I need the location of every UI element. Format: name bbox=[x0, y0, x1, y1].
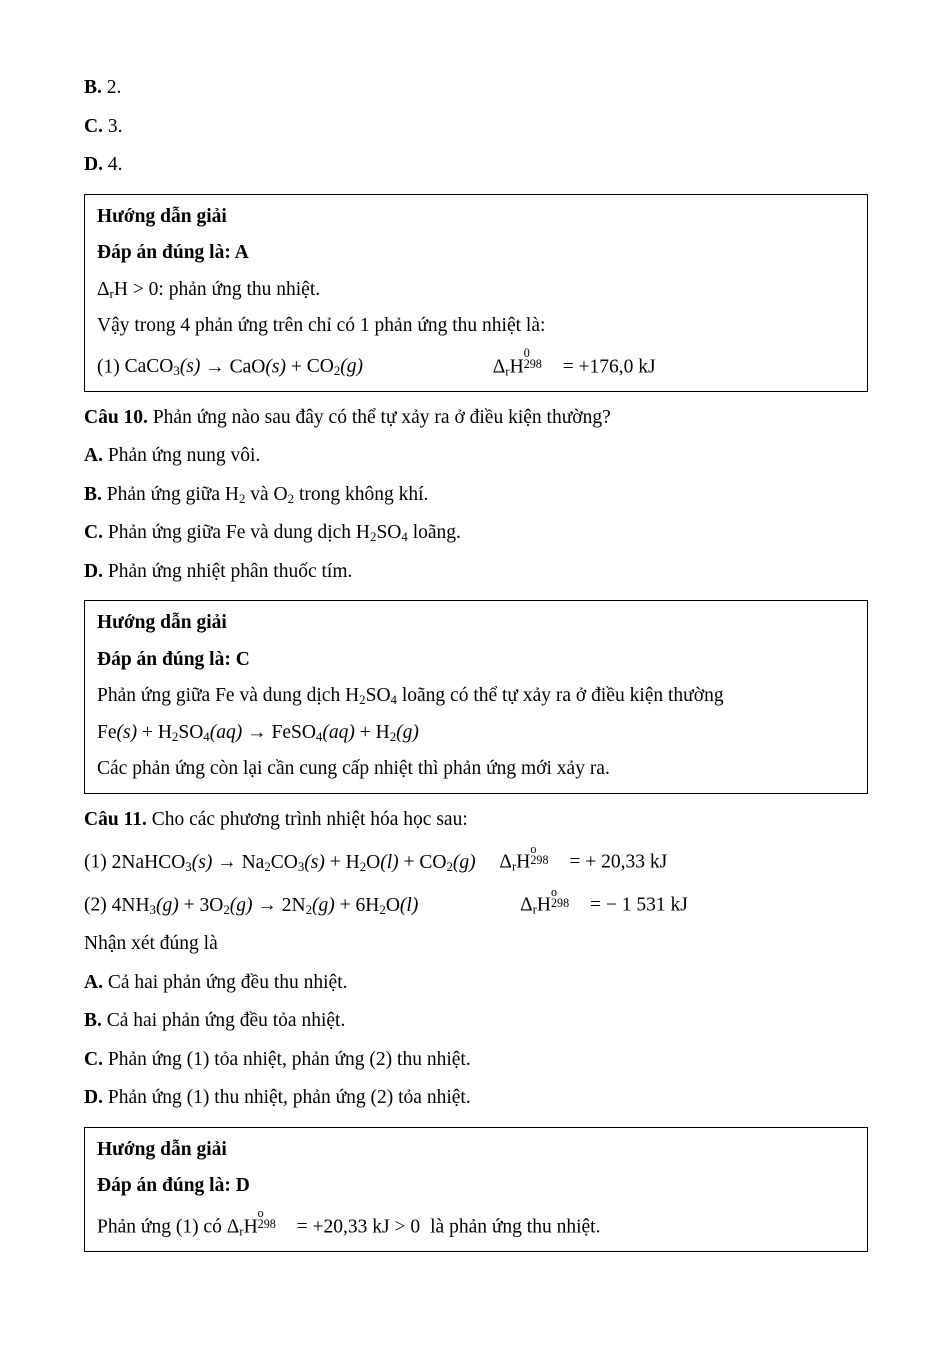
question-11-option-c-label: C. bbox=[84, 1048, 103, 1070]
spacer bbox=[84, 794, 868, 810]
spacer bbox=[84, 392, 868, 408]
question-10-option-a-text: Phản ứng nung vôi. bbox=[107, 445, 261, 466]
question-11-option-a-text: Cả hai phản ứng đều thu nhiệt. bbox=[107, 971, 348, 993]
solution-2-answer: Đáp án đúng là: C bbox=[97, 648, 250, 670]
question-11-option-d bbox=[84, 1088, 868, 1127]
eq1-arrow-icon: → bbox=[205, 356, 225, 377]
q11-eq2-enthalpy-symbol: $\Delta_rH$ o 298 bbox=[520, 884, 570, 917]
q11-eq2-index: (2) bbox=[84, 894, 107, 916]
solution-1-equation bbox=[97, 346, 855, 379]
question-11-option-d-text: Phản ứng (1) thu nhiệt, phản ứng (2) tỏa nhiệt. bbox=[107, 1087, 471, 1108]
question-10-option-d-label: D. bbox=[84, 560, 103, 582]
q11-eq1-reactant: 2NaHCO$_3$(s) bbox=[111, 851, 213, 874]
question-10-option-b-label: B. bbox=[84, 483, 102, 505]
solution-3-value: = +20,33 kJ > 0 bbox=[296, 1216, 421, 1237]
eq1-enthalpy-superscript: 0 bbox=[523, 346, 530, 361]
solution-1-note bbox=[97, 280, 855, 317]
q11-eq2-plus-2: + bbox=[339, 894, 351, 916]
q11-eq2-reactant-1: $4NH_3(g)$ bbox=[111, 894, 179, 917]
q11-eq2-product-2: $6H_2O(l)$ bbox=[355, 894, 419, 917]
eq2-acid: $H_2SO_4(aq)$ bbox=[157, 721, 243, 744]
question-11-option-a-label: A. bbox=[84, 971, 103, 993]
eq1-product-1: CaO(s) bbox=[229, 356, 286, 377]
q11-eq2-enthalpy-value: = − 1 531 kJ bbox=[590, 894, 688, 916]
solution-3-heading: Hướng dẫn giải bbox=[97, 1138, 227, 1160]
question-11-option-b-label: B. bbox=[84, 1010, 102, 1031]
q11-eq1-index: (1) bbox=[84, 851, 107, 873]
solution-box-1 bbox=[84, 194, 868, 392]
option-c-top bbox=[84, 117, 868, 156]
solution-2-line-1: Phản ứng giữa Fe và dung dịch $H_2SO_4$ loãng có thể tự xảy ra ở điều kiện thường bbox=[97, 685, 724, 708]
solution-box-2 bbox=[84, 600, 868, 794]
eq2-hydrogen: $H_2(g)$ bbox=[375, 721, 419, 744]
q11-eq2-product-1: $2N_2(g)$ bbox=[281, 894, 335, 917]
option-c-top-text: 3. bbox=[107, 115, 123, 137]
solution-2-line-3: Các phản ứng còn lại cần cung cấp nhiệt thì phản ứng mới xảy ra. bbox=[97, 758, 610, 779]
question-10-option-c bbox=[84, 523, 868, 562]
question-11-number: Câu 11. bbox=[84, 808, 147, 830]
question-11-prompt bbox=[84, 810, 868, 849]
question-10-option-b-text: Phản ứng giữa $H_2$ và $O_2$ trong không khí. bbox=[106, 483, 429, 506]
question-10-option-d-text: Phản ứng nhiệt phân thuốc tím. bbox=[107, 560, 353, 582]
question-10-option-d bbox=[84, 562, 868, 601]
q11-eq1-enthalpy-value: = + 20,33 kJ bbox=[569, 851, 668, 873]
q11-eq1-arrow-icon: → bbox=[217, 851, 237, 873]
eq1-reactant: CaCO$_3$(s) bbox=[124, 356, 201, 379]
solution-3-explanation: Phản ứng (1) có $\Delta_rH$ o 298 = +20,33 kJ > 0 là phản ứng thu nhiệt. bbox=[97, 1206, 601, 1239]
question-11-option-b-text: Cả hai phản ứng đều tỏa nhiệt. bbox=[106, 1010, 346, 1031]
question-10-number: Câu 10. bbox=[84, 406, 148, 428]
question-10-option-a bbox=[84, 446, 868, 485]
q11-eq1-product-1: $Na_2CO_3(s)$ bbox=[241, 851, 325, 874]
question-11-option-c-text: Phản ứng (1) tỏa nhiệt, phản ứng (2) thu nhiệt. bbox=[107, 1048, 471, 1070]
option-b-top-text: 2. bbox=[106, 77, 122, 98]
question-11-equation-1 bbox=[84, 841, 868, 891]
q11-eq2-plus-1: + bbox=[183, 894, 195, 916]
option-d-top-text: 4. bbox=[107, 154, 123, 175]
eq2-salt: FeSO$_4$(aq) bbox=[271, 721, 355, 744]
question-10-option-c-text: Phản ứng giữa Fe và dung dịch $H_2SO_4$ loãng. bbox=[107, 522, 461, 545]
solution-1-answer: Đáp án đúng là: A bbox=[97, 242, 249, 263]
solution-2-equation bbox=[97, 723, 855, 760]
eq2-plus-2: + bbox=[359, 721, 371, 743]
solution-3-answer: Đáp án đúng là: D bbox=[97, 1175, 250, 1196]
q11-eq1-plus-1: + bbox=[329, 851, 341, 873]
solution-1-statement: Vậy trong 4 phản ứng trên chỉ có 1 phản ứng thu nhiệt là: bbox=[97, 315, 546, 336]
question-10-text: Phản ứng nào sau đây có thể tự xảy ra ở điều kiện thường? bbox=[152, 406, 611, 428]
eq2-fe: Fe(s) bbox=[97, 721, 138, 743]
question-10-option-b bbox=[84, 485, 868, 524]
q11-eq1-product-2: $H_2O(l)$ bbox=[345, 851, 399, 874]
question-10-option-a-label: A. bbox=[84, 445, 103, 466]
question-10-option-c-label: C. bbox=[84, 522, 103, 543]
question-10-prompt bbox=[84, 408, 868, 447]
eq1-product-2: $CO_2(g)$ bbox=[306, 356, 363, 379]
eq1-enthalpy-subscript: 298 bbox=[523, 357, 542, 372]
solution-1-heading: Hướng dẫn giải bbox=[97, 205, 227, 227]
question-11-sub-prompt: Nhận xét đúng là bbox=[84, 933, 218, 954]
solution-3-post: là phản ứng thu nhiệt. bbox=[430, 1216, 601, 1237]
option-c-top-label: C. bbox=[84, 115, 103, 137]
question-11-option-b bbox=[84, 1011, 868, 1050]
q11-eq2-arrow-icon: → bbox=[257, 894, 277, 916]
option-d-top-label: D. bbox=[84, 154, 103, 175]
q11-eq1-enthalpy-symbol: $\Delta_rH$ o 298 bbox=[499, 841, 549, 874]
eq1-plus: + bbox=[290, 356, 302, 377]
question-11-equation-2 bbox=[84, 884, 868, 934]
eq2-plus-1: + bbox=[141, 721, 153, 743]
option-b-top bbox=[84, 78, 868, 117]
option-b-top-label: B. bbox=[84, 77, 102, 98]
eq1-index: (1) bbox=[97, 356, 120, 377]
question-11-option-c bbox=[84, 1050, 868, 1089]
delta-r-h-symbol: $\Delta_rH$ bbox=[97, 278, 128, 301]
q11-eq1-product-3: $CO_2(g)$ bbox=[419, 851, 476, 874]
option-d-top bbox=[84, 155, 868, 194]
q11-eq2-reactant-2: $3O_2(g)$ bbox=[199, 894, 253, 917]
solution-1-note-rest: > 0: phản ứng thu nhiệt. bbox=[127, 278, 321, 300]
eq1-enthalpy-value: = +176,0 kJ bbox=[562, 356, 656, 377]
solution-2-heading: Hướng dẫn giải bbox=[97, 612, 227, 633]
question-11-option-d-label: D. bbox=[84, 1087, 103, 1108]
eq2-arrow-icon: → bbox=[247, 721, 267, 743]
solution-box-3 bbox=[84, 1127, 868, 1252]
question-11-option-a bbox=[84, 973, 868, 1012]
solution-3-enthalpy-symbol: $\Delta_rH$ o 298 bbox=[226, 1206, 276, 1239]
eq1-enthalpy-symbol: $\Delta_rH$ 0 298 bbox=[492, 346, 542, 379]
question-11-text: Cho các phương trình nhiệt hóa học sau: bbox=[151, 808, 468, 830]
q11-eq1-plus-2: + bbox=[403, 851, 415, 873]
